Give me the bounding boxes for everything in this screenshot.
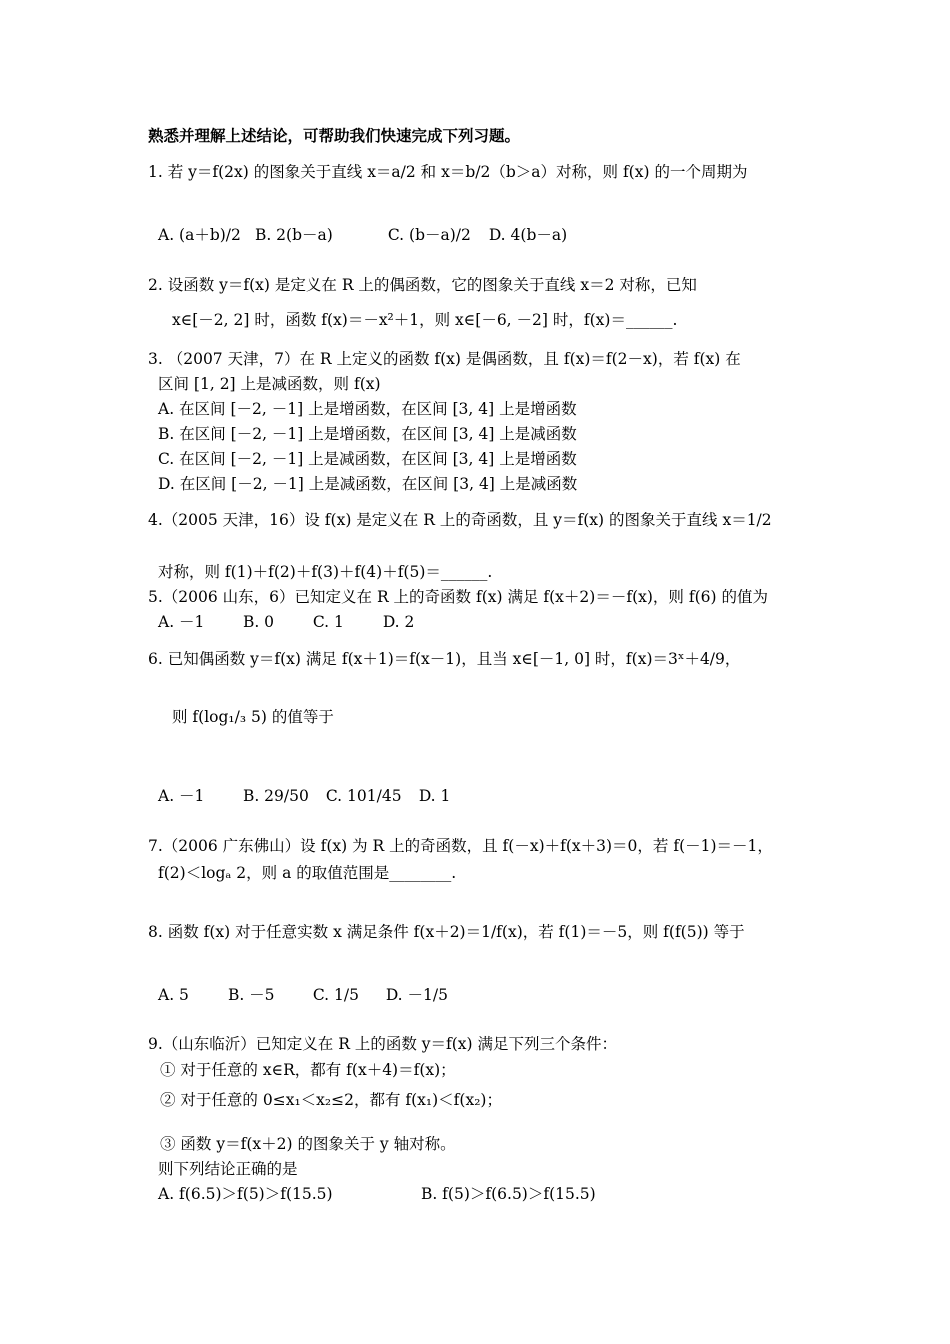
problem-5-options	[158, 612, 414, 632]
option-b: B. 29/50	[242, 787, 309, 805]
option-a: A. (a＋b)/2	[158, 226, 241, 244]
problem-9-condition-1: ① 对于任意的 x∈R，都有 f(x＋4)＝f(x)；	[160, 1061, 456, 1079]
problem-9-options	[158, 1184, 596, 1204]
option-c: C. 1	[312, 613, 344, 631]
option-d: D. 4(b－a)	[488, 226, 568, 244]
intro-text: 熟悉并理解上述结论，可帮助我们快速完成下列习题。	[148, 127, 521, 145]
problem-9-prompt: 则下列结论正确的是	[158, 1160, 298, 1178]
problem-5-text: 5.（2006 山东，6）已知定义在 R 上的奇函数 f(x) 满足 f(x＋2)＝－f(x)，则 f(6) 的值为	[148, 588, 768, 606]
problem-3-option-c: C. 在区间 [－2, －1] 上是减函数，在区间 [3, 4] 上是增函数	[158, 450, 577, 468]
option-b: B. －5	[227, 986, 275, 1004]
problem-8-options	[158, 985, 448, 1005]
option-b: B. 0	[242, 613, 275, 631]
problem-3-option-b: B. 在区间 [－2, －1] 上是增函数，在区间 [3, 4] 上是减函数	[158, 425, 577, 443]
option-d: D. －1/5	[385, 986, 448, 1004]
problem-3-text-line-2: 区间 [1, 2] 上是减函数，则 f(x)	[158, 375, 381, 393]
problem-6-options	[158, 786, 450, 806]
problem-6-text-line-2: 则 f(log₁/₃ 5) 的值等于	[172, 708, 334, 726]
option-c: C. 101/45	[325, 787, 402, 805]
problem-3-option-d: D. 在区间 [－2, －1] 上是减函数，在区间 [3, 4] 上是减函数	[158, 475, 578, 493]
option-b: B. f(5)＞f(6.5)＞f(15.5)	[420, 1185, 596, 1203]
problem-9-condition-3: ③ 函数 y＝f(x＋2) 的图象关于 y 轴对称。	[160, 1135, 456, 1153]
problem-1-options	[158, 225, 567, 245]
option-d: D. 1	[418, 787, 451, 805]
problem-9-condition-2: ② 对于任意的 0≤x₁＜x₂≤2，都有 f(x₁)＜f(x₂)；	[160, 1091, 502, 1109]
problem-3-text-line-1: 3. （2007 天津，7）在 R 上定义的函数 f(x) 是偶函数，且 f(x)＝f(2－x)，若 f(x) 在	[148, 350, 741, 368]
problem-1-text: 1. 若 y＝f(2x) 的图象关于直线 x＝a/2 和 x＝b/2（b＞a）对称，则 f(x) 的一个周期为	[148, 163, 748, 181]
problem-6-text-line-1: 6. 已知偶函数 y＝f(x) 满足 f(x＋1)＝f(x－1)，且当 x∈[－1, 0] 时，f(x)＝3ˣ＋4/9，	[148, 650, 741, 668]
option-a: A. 5	[158, 986, 189, 1004]
problem-4-text-line-2: 对称，则 f(1)＋f(2)＋f(3)＋f(4)＋f(5)＝______.	[158, 563, 493, 581]
problem-8-text: 8. 函数 f(x) 对于任意实数 x 满足条件 f(x＋2)＝1/f(x)，若 f(1)＝－5，则 f(f(5)) 等于	[148, 923, 745, 941]
option-a: A. －1	[158, 787, 205, 805]
option-d: D. 2	[382, 613, 415, 631]
problem-4-text-line-1: 4.（2005 天津，16）设 f(x) 是定义在 R 上的奇函数，且 y＝f(x) 的图象关于直线 x＝1/2	[148, 511, 772, 529]
problem-9-text-line-1: 9.（山东临沂）已知定义在 R 上的函数 y＝f(x) 满足下列三个条件：	[148, 1035, 617, 1053]
option-c: C. (b－a)/2	[387, 226, 471, 244]
problem-2-text-line-1: 2. 设函数 y＝f(x) 是定义在 R 上的偶函数，它的图象关于直线 x＝2 对称，已知	[148, 276, 697, 294]
problem-7-text-line-1: 7.（2006 广东佛山）设 f(x) 为 R 上的奇函数，且 f(－x)＋f(x＋3)＝0，若 f(－1)＝－1，	[148, 837, 773, 855]
problem-2-text-line-2: x∈[－2, 2] 时，函数 f(x)＝－x²＋1，则 x∈[－6, －2] 时，f(x)＝______.	[172, 311, 678, 329]
option-c: C. 1/5	[312, 986, 359, 1004]
option-b: B. 2(b－a)	[254, 226, 333, 244]
problem-3-option-a: A. 在区间 [－2, －1] 上是增函数，在区间 [3, 4] 上是增函数	[158, 400, 577, 418]
problem-7-text-line-2: f(2)＜logₐ 2，则 a 的取值范围是________.	[158, 864, 457, 882]
option-a: A. f(6.5)＞f(5)＞f(15.5)	[158, 1185, 333, 1203]
option-a: A. －1	[158, 613, 205, 631]
